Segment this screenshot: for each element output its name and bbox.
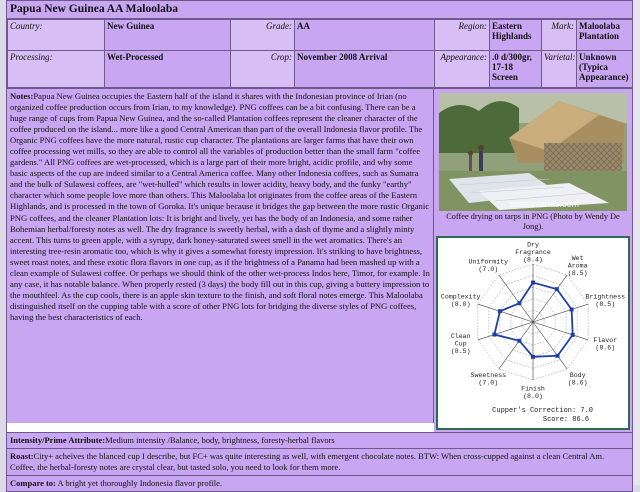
- total-score: Score: 86.6: [542, 416, 590, 424]
- radar-point: [556, 354, 560, 358]
- radar-axis: [499, 322, 533, 369]
- radar-label: Complexity: [440, 293, 481, 301]
- country-label: Country:: [8, 20, 105, 51]
- photo-caption: Coffee drying on tarps in PNG (Photo by Wendy De Jong).: [446, 212, 620, 231]
- region-label: Region:: [435, 20, 490, 51]
- radar-point: [570, 307, 574, 311]
- radar-label: Finish: [521, 385, 545, 393]
- intensity-row: [7, 432, 632, 448]
- cupper-correction: Cupper's Correction: 7.0: [492, 407, 593, 415]
- radar-label: Clean: [450, 333, 471, 341]
- varietal-label: Varietal:: [542, 51, 577, 88]
- radar-label: Dry: [527, 241, 539, 249]
- radar-label: (7.0): [478, 379, 499, 387]
- sidebar: [434, 89, 632, 432]
- details-table: [7, 19, 633, 88]
- coffee-drying-photo: [439, 93, 627, 211]
- page-title: Papua New Guinea AA Maloolaba: [7, 1, 632, 19]
- radar-label: (8.0): [523, 392, 543, 400]
- appearance-label: Appearance:: [435, 51, 490, 88]
- right-edge: [633, 0, 640, 485]
- radar-points: [492, 281, 574, 359]
- radar-label: Flavor: [593, 336, 618, 344]
- radar-axis: [533, 304, 588, 322]
- compare-label: Compare to:: [10, 478, 56, 488]
- radar-score-polygon: [494, 283, 572, 357]
- processing-value: Wet-Processed: [105, 51, 231, 88]
- radar-label: Cup: [454, 340, 467, 348]
- appearance-value: .0 d/300gr, 17-18 Screen: [490, 51, 542, 88]
- radar-point: [492, 333, 496, 337]
- radar-label: (8.0): [450, 301, 471, 309]
- radar-point: [555, 287, 559, 291]
- grade-value: AA: [295, 20, 435, 51]
- intensity-text: Medium intensity /Balance, body, brightness, foresty-herbal flavors: [105, 435, 335, 445]
- cupping-radar-chart: [436, 236, 630, 430]
- radar-point: [517, 339, 521, 343]
- radar-label: Fragrance: [515, 249, 551, 256]
- varietal-value: Unknown (Typica Appearance): [577, 51, 633, 88]
- radar-label: Sweetness: [470, 371, 507, 379]
- processing-label: Processing:: [8, 51, 105, 88]
- radar-label: Aroma: [567, 262, 588, 270]
- notes-section: [7, 89, 434, 423]
- radar-axis: [533, 322, 588, 340]
- radar-label: (8.6): [567, 379, 588, 387]
- radar-label: (8.4): [523, 256, 543, 264]
- radar-point: [531, 281, 535, 285]
- photo-watermark: sweetmarias.com: [509, 199, 580, 209]
- country-value: New Guinea: [105, 20, 231, 51]
- radar-label: (8.6): [595, 344, 616, 352]
- radar-label: Brightness: [585, 293, 626, 301]
- intensity-label: Intensity/Prime Attribute:: [10, 435, 106, 445]
- region-value: Eastern Highlands: [490, 20, 542, 51]
- radar-label: (8.5): [567, 269, 588, 277]
- radar-label: (8.5): [450, 348, 471, 356]
- crop-label: Crop:: [231, 51, 295, 88]
- radar-point: [517, 301, 521, 305]
- coffee-review-card: [6, 0, 633, 492]
- roast-row: [7, 448, 632, 475]
- radar-axis: [478, 304, 533, 322]
- radar-point: [531, 355, 535, 359]
- radar-axis: [533, 275, 567, 322]
- radar-label: Body: [569, 371, 586, 379]
- roast-text: City+ acheives the blanced cup I describe, but FC+ was quite interesting as well, with emergent chocolate notes. BTW: When cross-cupped against a clean Central Am. Coffee, the herbal-foresty notes are crystal clear, but tasted solo, you need to look for them more.: [10, 451, 605, 472]
- radar-label: (8.5): [595, 301, 616, 309]
- roast-label: Roast:: [10, 451, 34, 461]
- radar-label: (7.0): [478, 266, 499, 274]
- notes-text: Papua New Guinea occupies the Eastern half of the island it shares with the Indonesian province of Irian (no organized coffee production occurs from Irian, to my knowledge). PNG coffees can be a bit confusing. There can be a huge range of cups from Papua New Guinea, and the so-called Plantation coffees represent the cleaner character of the coffee produced on the island... more like a good Central American than part of the overall Indonesia flavor profile. The Organic PNG coffees have the more natural, rustic cup character. The plantations are larger farms that have their own coffee processing wet mills, so they are able to control all the variables of production better than the small farm "coffee gardens." All PNG coffees are wet-processed, which is a large part of their more bright, acidic profile, and why some basic aspects of the cup are indeed similar to a Central America coffee. Many other Indonesia coffees, such as Sumatra and the bulk of Sulawesi coffees, are "wet-hulled" which results in lower acidity, heavy body, and the funky "earthy" character which some people love more than others. This Maloolaba lot originates from the coffee areas of the Eastern Highlands, and is processed in the town of Goroka. It's unique because it bridges the gap between the more rustic Organic PNG coffees, and the cleaner Plantation lots: It is bright and lively, yet has the body of an Indonesia, and some rather Bohemian herbal/foresty notes as well. The dry fragrance is sweetly herbal, with a dash of thyme and a slightly minty accent. This turns to green apple, with a syrupy, dark honey-saturated sweet smell in the wet aromatics. There's an interesting tree-resin aromatic too, which is why it gives a somewhat foresty impression. It's striking to have brightness, sweet roast notes, and these exotic flora flavors in one cup, as if the brightness of a Panama had been mashed up with a clean example of Sulawesi coffee. Or perhaps we should think of the other wet-process Indos here, Timor, for example. In any case, it has notable balance. When properly rested (3 days) the body fill out in this cup, giving a buttery impression to the mouthfeel. As the cup cools, there is an apple skin texture to the finish, and soft floral notes emerge. This Maloolaba distinguished itself on the cupping table with a score of other PNG lots for bridging the diverse styles of PNG coffees, having the best characteristics of each.: [10, 91, 430, 322]
- radar-point: [571, 333, 575, 337]
- crop-value: November 2008 Arrival: [295, 51, 435, 88]
- grade-label: Grade:: [231, 20, 295, 51]
- radar-label: Wet: [571, 254, 584, 262]
- compare-text: A bright yet thoroughly Indonesia flavor profile.: [57, 478, 223, 488]
- radar-label: Uniformity: [468, 258, 509, 266]
- compare-row: [7, 475, 632, 491]
- radar-axis: [499, 275, 533, 322]
- main-content: [7, 88, 632, 432]
- mark-label: Mark:: [542, 20, 577, 51]
- radar-axis: [533, 322, 567, 369]
- mark-value: Maloolaba Plantation: [577, 20, 633, 51]
- notes-label: Notes:: [10, 91, 34, 101]
- radar-point: [498, 309, 502, 313]
